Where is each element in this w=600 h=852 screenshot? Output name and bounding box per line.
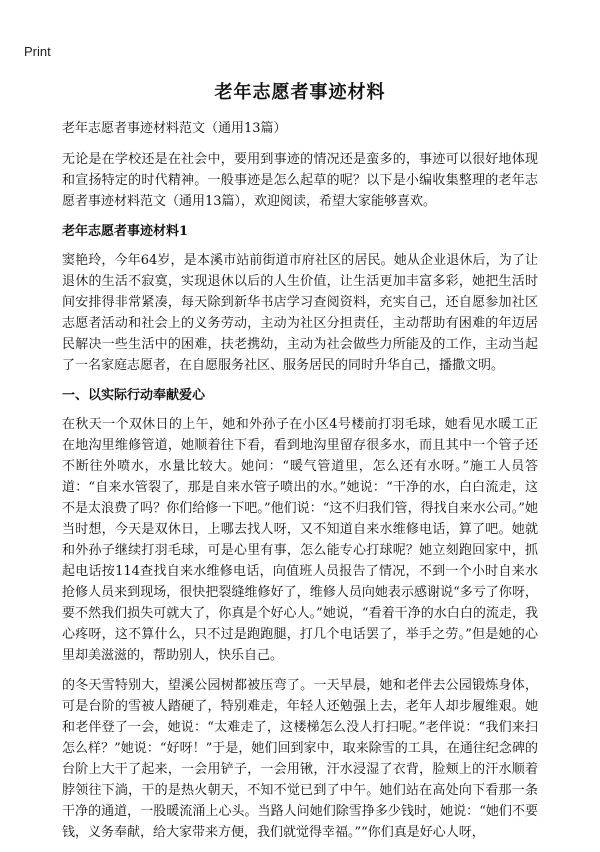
article-body: [62, 118, 538, 852]
story-paragraph-2: 的冬天雪特别大，望溪公园树都被压弯了。一天早晨，她和老伴去公园锻炼身体，可是台阶的雪被人踏硬了，特别难走，年轻人还勉强上去，老年人却步履维艰。她和老伴登了一会，她说：“太难走了，这楼梯怎么没人打扫呢。”老伴说：“我们来扫怎么样？”她说：“好呀！”于是，她们回到家中，取来除雪的工具，在通往纪念碑的台阶上大干了起来，一会用铲子，一会用锹，汗水浸湿了衣背，脸颊上的汗水顺着脖领往下淌，干的是热火朝天，不知不觉已到了中午。她们站在高处向下看那一条干净的通道，一股暖流涌上心头。当路人问她们除雪挣多少钱时，她说：“她们不要钱，义务奉献，给大家带来方便，我们就觉得幸福。”“你们真是好心人呀，: [62, 678, 538, 840]
subsection-heading: 一、以实际行动奉献爱心: [62, 388, 206, 403]
section-paragraph: 窦艳玲，今年64岁，是本溪市站前街道市府社区的居民。她从企业退休后，为了让退休的生活不寂寞，实现退休以后的人生价值，让生活更加丰富多彩，她把生活时间安排得非常紧凑，每天除到新华书店学习查阅资料，充实自己，还自愿参加社区志愿者活动和社会上的义务劳动，主动为社区分担责任，主动帮助有困难的年迈居民解决一些生活中的困难，扶老携幼，主动为社会做些力所能及的工作，主动当起了一名家庭志愿者，在自愿服务社区、服务居民的同时升华自己，播撒文明。: [62, 253, 538, 373]
section-heading: 老年志愿者事迹材料1: [62, 224, 189, 239]
page-title: 老年志愿者事迹材料: [214, 82, 386, 103]
print-link[interactable]: Print: [24, 44, 51, 59]
article-subtitle: 老年志愿者事迹材料范文（通用13篇）: [62, 121, 287, 136]
intro-paragraph: 无论是在学校还是在社会中，要用到事迹的情况还是蛮多的，事迹可以很好地体现和宣扬特定的时代精神。一般事迹是怎么起草的呢？以下是小编收集整理的老年志愿者事迹材料范文（通用13篇），欢迎阅读，希望大家能够喜欢。: [62, 152, 538, 209]
story-paragraph: 在秋天一个双休日的上午，她和外孙子在小区4号楼前打羽毛球，她看见水暖工正在地沟里维修管道，她顺着往下看，看到地沟里留存很多水，而且其中一个管子还不断往外喷水，水量比较大。她问：“暖气管道里，怎么还有水呀。”施工人员答道：“自来水管裂了，那是自来水管子喷出的水。”她说：“干净的水，白白流走，这不是太浪费了吗？你们给修一下吧。”他们说：“这不归我们管，得找自来水公司。”她当时想，今天是双休日，上哪去找人呀，又不知道自来水维修电话，算了吧。她就和外孙子继续打羽毛球，可是心里有事，怎么能专心打球呢？她立刻跑回家中，抓起电话按114查找自来水维修电话，向值班人员报告了情况，不到一个小时自来水抢修人员来到现场，很快把裂缝维修好了，维修人员向她表示感谢说“多亏了你呀，要不然我们损失可就大了，你真是个好心人。”她说，“看着干净的水白白的流走，我心疼呀，这不算什么，只不过是跑跑腿，打几个电话罢了，举手之劳。”但是她的心里却美滋滋的，帮助别人，快乐自己。: [62, 417, 538, 663]
